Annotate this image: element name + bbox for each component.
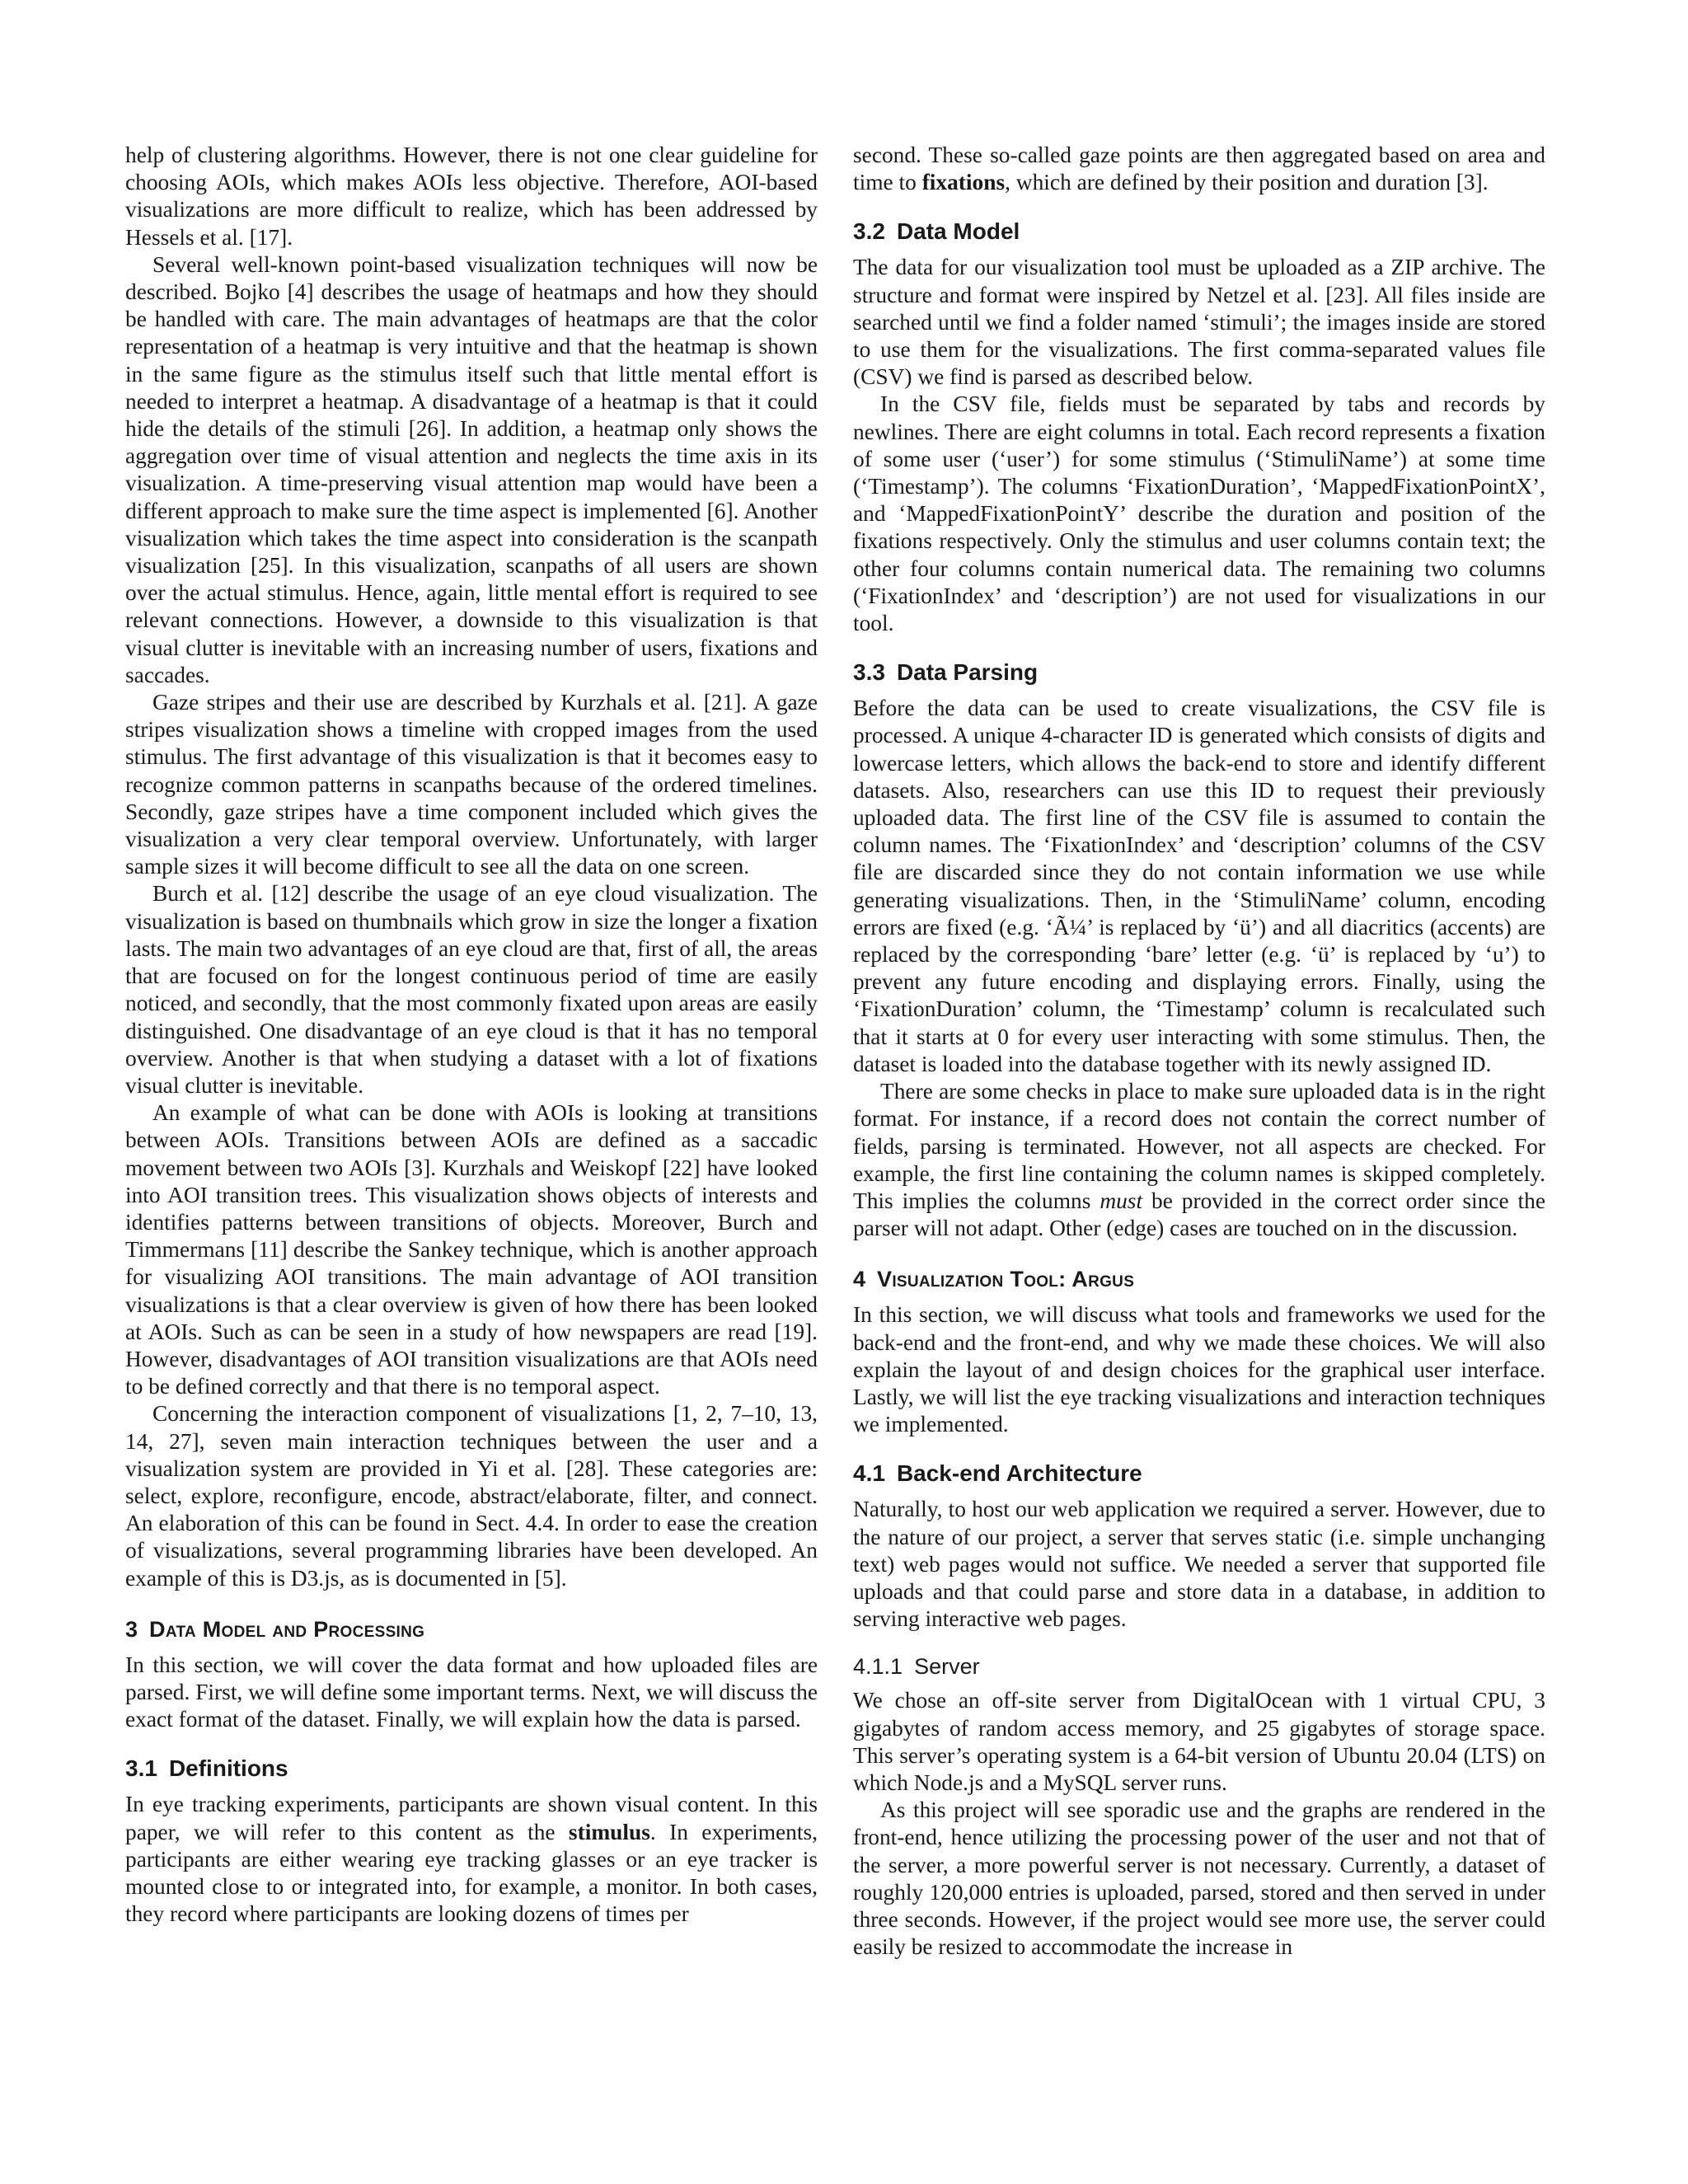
subsection-3-1-number: 3.1 xyxy=(125,1755,157,1782)
subsubsection-4-1-1-heading xyxy=(853,1652,1545,1680)
paragraph-aoi-transitions: An example of what can be done with AOIs is looking at transitions between AOIs. Transitions between AOIs are defined as a saccadic movement between two AOIs [3]. Kurzhals and Weiskopf [22] have looked into AOI transition trees. This visualization shows objects of interests and identifies patterns between transitions of objects. Moreover, Burch and Timmermans [11] describe the Sankey technique, which is another approach for visualizing AOI transitions. The main advantage of AOI transition visualizations is that a clear overview is given of how there has been looked at AOIs. Such as can be seen in a study of how newspapers are read [19]. However, disadvantages of AOI transition visualizations are that AOIs need to be defined correctly and that there is no temporal aspect. xyxy=(125,1100,818,1399)
section-4-number: 4 xyxy=(853,1267,866,1292)
definitions-text-part-1: In eye tracking experiments, participants are shown visual content. In this paper, we will refer to this content as the xyxy=(125,1792,818,1844)
parsing-text-part-1: There are some checks in place to make sure uploaded data is in the right format. For instance, if a record does not contain the correct number of fields, parsing is terminated. However, not all aspects are checked. For example, the first line containing the column names is skipped completely. This implies the columns xyxy=(853,1079,1545,1213)
subsection-3-3-number: 3.3 xyxy=(853,659,885,686)
paragraph-eye-cloud: Burch et al. [12] describe the usage of an eye cloud visualization. The visualization is based on thumbnails which grow in size the longer a fixation lasts. The main two advantages of an eye cloud are that, first of all, the areas that are focused on for the longest continuous period of time are easily noticed, and secondly, that the most commonly fixated upon areas are easily distinguished. One disadvantage of an eye cloud is that it has no temporal overview. Another is that when studying a dataset with a lot of fixations visual clutter is inevitable. xyxy=(125,881,818,1098)
subsection-3-1-heading xyxy=(125,1755,818,1783)
subsubsection-4-1-1-title: Server xyxy=(914,1654,980,1680)
definitions-text-part-2: . In experiments, participants are either wearing eye tracking glasses or an eye tracker is mounted close to or integrated into, for example, a monitor. In both cases, they record where participants are looking dozens of times per xyxy=(125,1819,818,1927)
paragraph-data-model-1: The data for our visualization tool must be uploaded as a ZIP archive. The structure and format were inspired by Netzel et al. [23]. All files inside are searched until we find a folder named ‘stimuli’; the images inside are stored to use them for the visualizations. The first comma-separated values file (CSV) we find is parsed as described below. xyxy=(853,255,1545,390)
section-3-heading xyxy=(125,1615,818,1643)
paragraph-gaze-stripes: Gaze stripes and their use are described by Kurzhals et al. [21]. A gaze stripes visualization shows a timeline with cropped images from the used stimulus. The first advantage of this visualization is that it becomes easy to recognize common patterns in scanpaths because of the ordered timelines. Secondly, gaze stripes have a time component included which gives the visualization a very clear temporal overview. Unfortunately, with larger sample sizes it will become difficult to see all the data on one screen. xyxy=(125,690,818,879)
paragraph-data-parsing-1: Before the data can be used to create visualizations, the CSV file is processed. A unique 4-character ID is generated which consists of digits and lowercase letters, which allows the back-end to store and identify different datasets. Also, researchers can use this ID to request their previously uploaded data. The first line of the CSV file is assumed to contain the column names. The ‘FixationIndex’ and ‘description’ columns of the CSV file are discarded since they do not contain information we use while generating visualizations. Then, in the ‘StimuliName’ column, encoding errors are fixed (e.g. ‘Ã¼’ is replaced by ‘ü’) and all diacritics (accents) are replaced by the corresponding ‘bare’ letter (e.g. ‘ü’ is replaced by ‘u’) to prevent any future encoding and displaying errors. Finally, using the ‘FixationDuration’ column, the ‘Timestamp’ column is recalculated such that it starts at 0 for every user interacting with some stimulus. Then, the dataset is loaded into the database together with its newly assigned ID. xyxy=(853,696,1545,1076)
paragraph-server-1: We chose an off-site server from DigitalOcean with 1 virtual CPU, 3 gigabytes of random access memory, and 25 gigabytes of storage space. This server’s operating system is a 64-bit version of Ubuntu 20.04 (LTS) on which Node.js and a MySQL server runs. xyxy=(853,1688,1545,1795)
subsubsection-4-1-1-number: 4.1.1 xyxy=(853,1654,903,1680)
parsing-emphasis-must: must xyxy=(1100,1188,1143,1213)
fixations-text-part-2: , which are defined by their position and duration [3]. xyxy=(1005,170,1489,195)
subsection-4-1-heading xyxy=(853,1460,1545,1488)
paragraph-server-2: As this project will see sporadic use and the graphs are rendered in the front-end, hence utilizing the processing power of the user and not that of the server, a more powerful server is not necessary. Currently, a dataset of roughly 120,000 entries is uploaded, parsed, stored and then served in under three seconds. However, if the project would see more use, the server could easily be resized to accommodate the increase in xyxy=(853,1797,1545,1960)
left-column xyxy=(125,142,818,1928)
subsection-3-2-number: 3.2 xyxy=(853,218,885,245)
section-4-heading xyxy=(853,1265,1545,1293)
section-3-number: 3 xyxy=(125,1616,138,1642)
subsection-3-2-title: Data Model xyxy=(896,218,1020,245)
fixations-term: fixations xyxy=(921,170,1006,195)
subsection-3-3-title: Data Parsing xyxy=(896,659,1039,686)
paragraph-definitions xyxy=(125,1791,818,1928)
section-4-title: Visualization Tool: Argus xyxy=(877,1267,1135,1292)
subsection-3-1-title: Definitions xyxy=(168,1755,288,1782)
paragraph-data-model-2: In the CSV file, fields must be separated by tabs and records by newlines. There are eight columns in total. Each record represents a fixation of some user (‘user’) for some stimulus (‘StimuliName’) at some time (‘Timestamp’). The columns ‘FixationDuration’, ‘MappedFixationPointX’, and ‘MappedFixationPointY’ describe the duration and position of the fixations respectively. Only the stimulus and user columns contain text; the other four columns contain numerical data. The remaining two columns (‘FixationIndex’ and ‘description’) are not used for visualizations in our tool. xyxy=(853,391,1545,636)
paragraph-interaction: Concerning the interaction component of visualizations [1, 2, 7–10, 13, 14, 27], seven main interaction techniques between the user and a visualization system are provided in Yi et al. [28]. These categories are: select, explore, reconfigure, encode, abstract/elaborate, filter, and connect. An elaboration of this can be found in Sect. 4.4. In order to ease the creation of visualizations, several programming libraries have been developed. An example of this is D3.js, as is documented in [5]. xyxy=(125,1401,818,1591)
paragraph-fixations-continued xyxy=(853,142,1545,196)
subsection-4-1-number: 4.1 xyxy=(853,1460,885,1487)
paragraph-data-parsing-2 xyxy=(853,1078,1545,1242)
subsection-4-1-title: Back-end Architecture xyxy=(896,1460,1142,1487)
paragraph-section-4-intro: In this section, we will discuss what tools and frameworks we used for the back-end and the front-end, and why we made these choices. We will also explain the layout of and design choices for the graphical user interface. Lastly, we will list the eye tracking visualizations and interaction techniques we implemented. xyxy=(853,1302,1545,1437)
paragraph-intro: help of clustering algorithms. However, there is not one clear guideline for choosing AOIs, which makes AOIs less objective. Therefore, AOI-based visualizations are more difficult to realize, which has been addressed by Hessels et al. [17]. xyxy=(125,143,818,250)
parsing-text-part-2: be provided in the correct order since the parser will not adapt. Other (edge) cases are touched on in the discussion. xyxy=(853,1188,1546,1241)
paragraph-section-3-intro: In this section, we will cover the data format and how uploaded files are parsed. First, we will define some important terms. Next, we will discuss the exact format of the dataset. Finally, we will explain how the data is parsed. xyxy=(125,1652,818,1732)
section-3-title: Data Model and Processing xyxy=(149,1616,425,1642)
paragraph-back-end: Naturally, to host our web application we required a server. However, due to the nature of our project, a server that serves static (i.e. simple unchanging text) web pages would not suffice. We needed a server that supported file uploads and that could parse and store data in a database, in addition to serving interactive web pages. xyxy=(853,1497,1545,1632)
fixations-text-part-1: second. These so-called gaze points are then aggregated based on area and time to xyxy=(853,143,1545,195)
subsection-3-2-heading xyxy=(853,218,1545,246)
right-column xyxy=(853,142,1545,1961)
definitions-term-stimulus: stimulus xyxy=(568,1819,650,1844)
paragraph-heatmap: Several well-known point-based visualization techniques will now be described. Bojko [4] describes the usage of heatmaps and how they should be handled with care. The main advantages of heatmaps are that the color representation of a heatmap is very intuitive and that the heatmap is shown in the same figure as the stimulus itself such that little mental effort is needed to interpret a heatmap. A disadvantage of a heatmap is that it could hide the details of the stimuli [26]. In addition, a heatmap only shows the aggregation over time of visual attention and neglects the time axis in its visualization. A time-preserving visual attention map would have been a different approach to make sure the time aspect is implemented [6]. Another visualization which takes the time aspect into consideration is the scanpath visualization [25]. In this visualization, scanpaths of all users are shown over the actual stimulus. Hence, again, little mental effort is required to see relevant connections. However, a downside to this visualization is that visual clutter is inevitable with an increasing number of users, fixations and saccades. xyxy=(125,251,818,687)
subsection-3-3-heading xyxy=(853,658,1545,687)
